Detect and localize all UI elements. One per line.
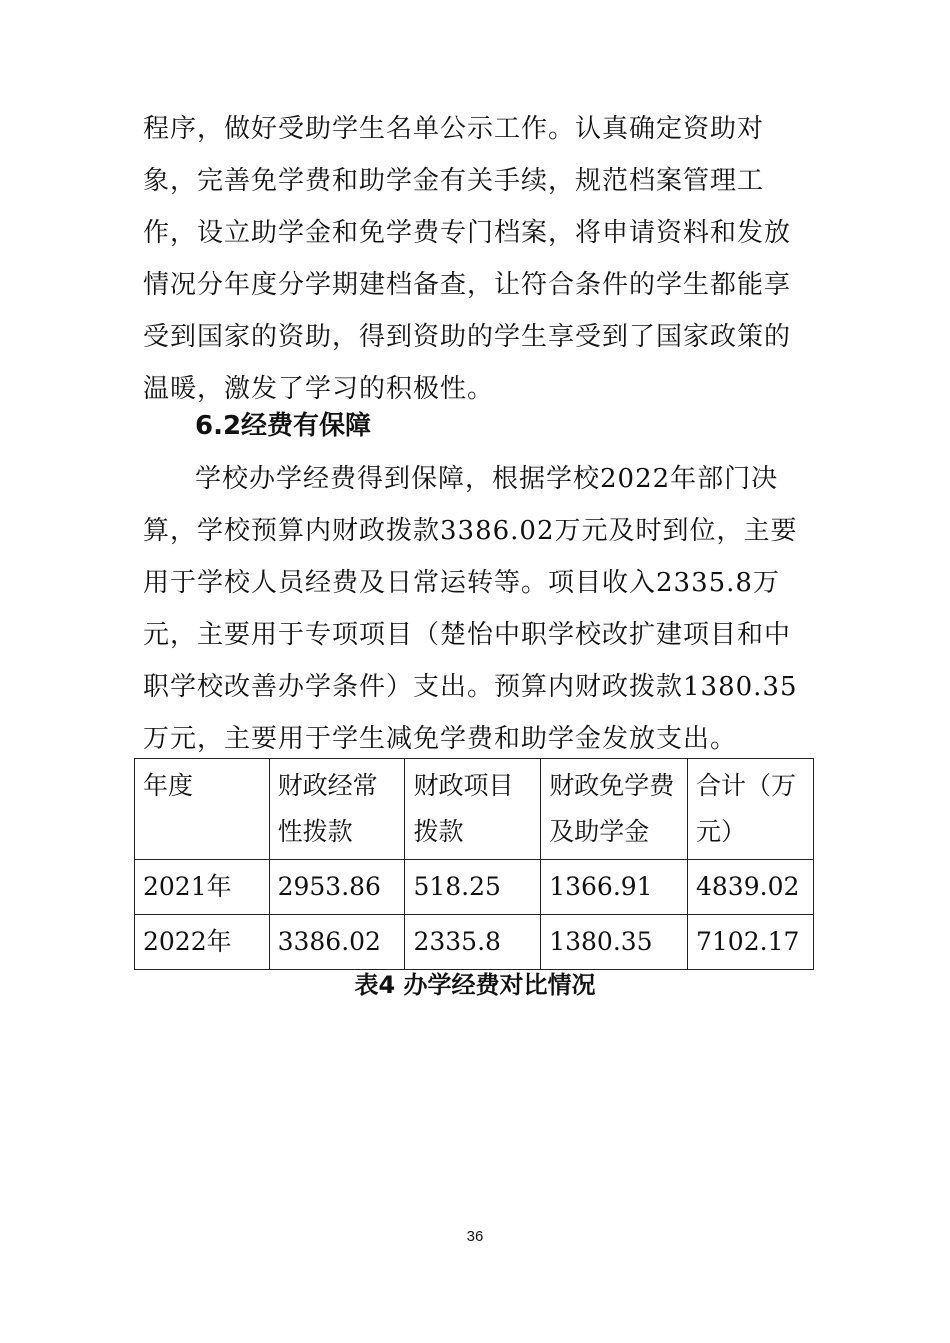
- table-cell: 518.25: [405, 860, 541, 915]
- table-cell: 2021年: [135, 860, 270, 915]
- paragraph-funding: 学校办学经费得到保障，根据学校2022年部门决算，学校预算内财政拨款3386.02万元及时到位，主要用于学校人员经费及日常运转等。项目收入2335.8万元，主要用于专项项目（楚怡中职学校改扩建项目和中职学校改善办学条件）支出。预算内财政拨款1380.35万元，主要用于学生减免学费和助学金发放支出。: [143, 464, 798, 754]
- table-cell: 7102.17: [688, 915, 814, 970]
- table-row: [135, 860, 814, 915]
- section-heading: 6.2经费有保障: [195, 411, 372, 441]
- table-cell: 1380.35: [541, 915, 688, 970]
- funding-comparison-table: [134, 758, 814, 970]
- table-cell: 4839.02: [688, 860, 814, 915]
- table-header-row: [135, 759, 814, 860]
- table-header-cell: 财政经常性拨款: [269, 759, 405, 860]
- table-header-cell: 年度: [135, 759, 270, 860]
- table-header-cell: 合计（万元）: [688, 759, 814, 860]
- table-cell: 1366.91: [541, 860, 688, 915]
- table-cell: 2335.8: [405, 915, 541, 970]
- table-cell: 3386.02: [269, 915, 405, 970]
- table-header-cell: 财政免学费及助学金: [541, 759, 688, 860]
- table-cell: 2022年: [135, 915, 270, 970]
- table-caption: 表4 办学经费对比情况: [354, 971, 596, 999]
- table-header-cell: 财政项目拨款: [405, 759, 541, 860]
- paragraph-student-aid: 程序，做好受助学生名单公示工作。认真确定资助对象，完善免学费和助学金有关手续，规范档案管理工作，设立助学金和免学费专门档案，将申请资料和发放情况分年度分学期建档备查，让符合条件的学生都能享受到国家的资助，得到资助的学生享受到了国家政策的温暖，激发了学习的积极性。: [143, 114, 792, 404]
- table-cell: 2953.86: [269, 860, 405, 915]
- table-row: [135, 915, 814, 970]
- page-number: 36: [466, 1228, 484, 1245]
